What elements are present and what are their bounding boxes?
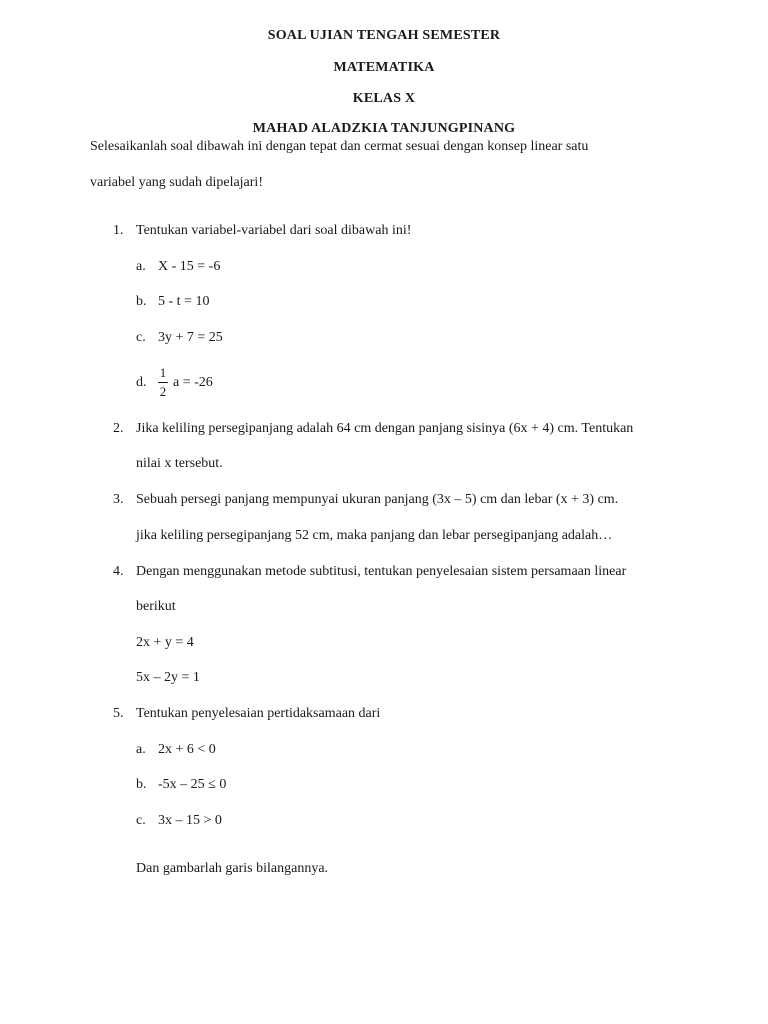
subject-title: MATEMATIKA: [333, 60, 435, 75]
q5-b-label: b.: [136, 777, 147, 792]
q1-b-equation: 5 - t = 10: [158, 294, 210, 309]
school-title: MAHAD ALADZKIA TANJUNGPINANG: [252, 121, 516, 136]
question-3-line-1: Sebuah persegi panjang mempunyai ukuran panjang (3x – 5) cm dan lebar (x + 3) cm.: [136, 492, 619, 507]
fraction-bar: [158, 382, 168, 383]
q1-d-equation: a = -26: [173, 375, 213, 390]
fraction-denominator: 2: [159, 384, 167, 399]
q5-a-label: a.: [136, 742, 146, 757]
q4-equation-2: 5x – 2y = 1: [136, 670, 200, 685]
q1-d-label: d.: [136, 375, 147, 390]
q1-b-label: b.: [136, 294, 147, 309]
q1-a-equation: X - 15 = -6: [158, 259, 221, 274]
question-4-line-1: Dengan menggunakan metode subtitusi, tentukan penyelesaian sistem persamaan linear: [136, 564, 627, 579]
q1-a-label: a.: [136, 259, 146, 274]
question-2-line-2: nilai x tersebut.: [136, 456, 223, 471]
question-5-number: 5.: [113, 706, 124, 721]
q5-c-inequality: 3x – 15 > 0: [158, 813, 222, 828]
question-3-number: 3.: [113, 492, 124, 507]
question-4-line-2: berikut: [136, 599, 176, 614]
q1-c-label: c.: [136, 330, 146, 345]
question-4-number: 4.: [113, 564, 124, 579]
instructions-line-2: variabel yang sudah dipelajari!: [90, 175, 263, 190]
question-3-line-2: jika keliling persegipanjang 52 cm, maka panjang dan lebar persegipanjang adalah…: [136, 528, 613, 543]
q5-b-inequality: -5x – 25 ≤ 0: [158, 777, 227, 792]
q1-d-fraction: [158, 366, 168, 399]
question-2-line-1: Jika keliling persegipanjang adalah 64 cm dengan panjang sisinya (6x + 4) cm. Tentukan: [136, 421, 634, 436]
question-2-number: 2.: [113, 421, 124, 436]
q4-equation-1: 2x + y = 4: [136, 635, 194, 650]
instructions-line-1: Selesaikanlah soal dibawah ini dengan tepat dan cermat sesuai dengan konsep linear satu: [90, 139, 589, 154]
question-1-number: 1.: [113, 223, 124, 238]
question-1-text: Tentukan variabel-variabel dari soal dibawah ini!: [136, 223, 412, 238]
class-title: KELAS X: [352, 91, 416, 106]
exam-title: SOAL UJIAN TENGAH SEMESTER: [267, 28, 501, 43]
question-5-text: Tentukan penyelesaian pertidaksamaan dari: [136, 706, 381, 721]
q5-closing-instruction: Dan gambarlah garis bilangannya.: [136, 861, 329, 876]
fraction-numerator: 1: [159, 365, 167, 380]
q5-a-inequality: 2x + 6 < 0: [158, 742, 216, 757]
q1-c-equation: 3y + 7 = 25: [158, 330, 223, 345]
q5-c-label: c.: [136, 813, 146, 828]
